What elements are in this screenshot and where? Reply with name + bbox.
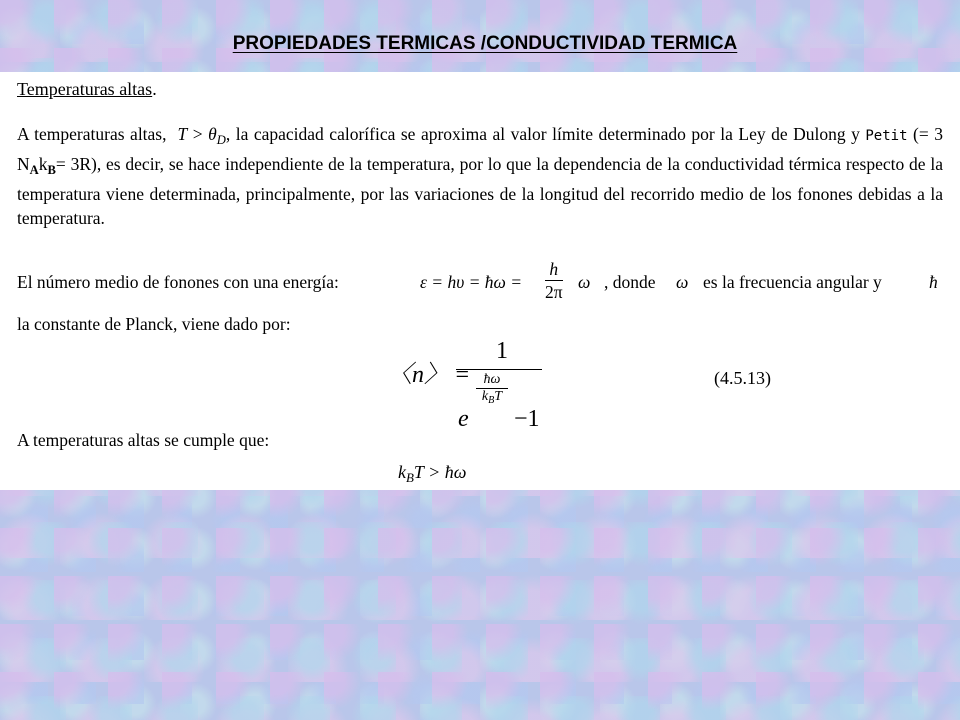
eq-e: e <box>458 406 469 432</box>
energy-frac-den: 2π <box>545 282 563 302</box>
eq-exponent <box>476 372 508 409</box>
eq-exp-den-k: k <box>481 389 489 404</box>
eq-fraction-bar <box>456 369 542 370</box>
section-heading <box>17 79 157 100</box>
para2-text: El número medio de fonones con una energía: <box>17 272 339 292</box>
eq-minus-one: −1 <box>514 406 540 432</box>
equation-number: (4.5.13) <box>714 368 771 388</box>
eq-exp-den <box>476 389 508 409</box>
energy-eq-lhs: ε = hυ = ħω = <box>420 272 523 292</box>
para2-omega: ω <box>676 272 689 292</box>
paragraph-phonon-energy <box>17 272 339 293</box>
para1-kb: k <box>38 153 48 174</box>
cond-k: k <box>398 462 406 482</box>
para1-part2: (= 3 N <box>17 124 943 174</box>
document-panel <box>0 72 960 490</box>
para1-part3: = 3R), es decir, se hace independiente de la temperatura, por lo que la dependencia de la conductividad térmica respecto de la temperatura viene determinada, principalmente, por las variaciones de la longitud del recorrido medio de los fonones debidas a la temperatura. <box>17 153 943 228</box>
condition-equation <box>398 462 466 486</box>
para2-hbar: ħ <box>929 272 938 292</box>
cond-k-sub: B <box>406 469 414 485</box>
para1-kb-sub: B <box>47 162 56 177</box>
energy-eq-omega: ω <box>578 272 591 292</box>
energy-frac-num: h <box>545 258 563 281</box>
para2-line2: la constante de Planck, viene dado por: <box>17 314 291 334</box>
eq-numerator: 1 <box>496 338 508 364</box>
energy-fraction <box>545 258 563 303</box>
energy-equation <box>420 272 522 293</box>
eq-lhs: 〈n〉 = <box>388 362 471 388</box>
title-band <box>0 0 960 72</box>
para1-part1: , la capacidad calorífica se aproxima al valor límite determinado por la Ley de Dulong y <box>225 124 866 144</box>
cond-rest: T > ħω <box>413 462 467 482</box>
eq-exp-den-T: T <box>494 389 503 404</box>
math-theta-sub: D <box>216 132 226 147</box>
para1-petit: Petit <box>865 128 908 144</box>
slide-title: PROPIEDADES TERMICAS /CONDUCTIVIDAD TERMICA <box>232 33 738 54</box>
math-T: T <box>177 124 188 144</box>
para2-donde: , donde <box>604 272 656 292</box>
para2-text2: es la frecuencia angular y <box>703 272 882 292</box>
eq-exp-num: ħω <box>476 372 508 389</box>
section-heading-period: . <box>152 79 157 99</box>
paragraph-high-temperature <box>17 122 943 230</box>
section-heading-text: Temperaturas altas <box>17 79 153 99</box>
eq-exp-den-sub: B <box>488 395 495 407</box>
math-theta: θ <box>208 124 217 144</box>
para1-intro: A temperaturas altas, <box>17 124 167 144</box>
para1-na-sub: A <box>29 162 39 177</box>
math-gt: > <box>187 124 209 144</box>
math-T-condition <box>177 124 226 147</box>
para3-text: A temperaturas altas se cumple que: <box>17 430 270 450</box>
